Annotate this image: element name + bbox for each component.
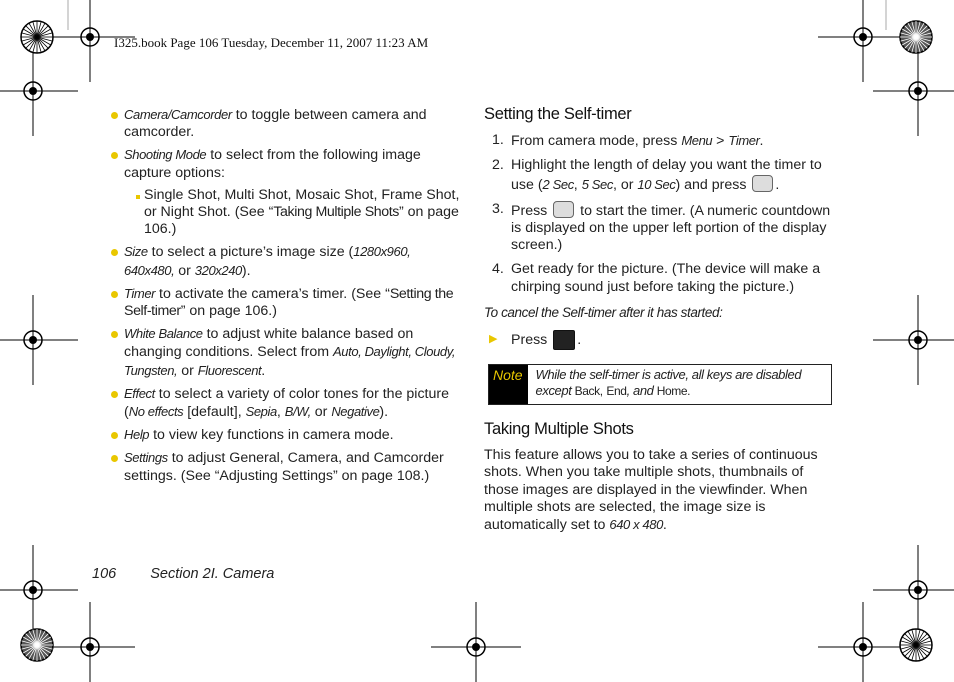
bullet-icon	[111, 112, 118, 119]
step-number: 2.	[492, 157, 504, 174]
step-number: 3.	[492, 200, 504, 217]
text-run: Auto, Daylight, Cloudy, Tungsten,	[124, 344, 456, 378]
text-run: Taking Multiple Shots	[273, 204, 399, 221]
text-run: White Balance	[124, 326, 203, 342]
text-run: Negative	[331, 404, 380, 420]
ok-key-icon	[553, 201, 574, 218]
section-title: Section 2I. Camera	[150, 566, 275, 582]
print-header: I325.book Page 106 Tuesday, December 11, 2007 11:23 AM	[114, 35, 429, 50]
note-label: Note	[489, 365, 528, 404]
text-run: Setting the Self-timer	[124, 285, 454, 320]
text-run: Settings	[124, 450, 168, 466]
options-list	[108, 106, 463, 490]
cancel-step: ▶ Press .	[489, 332, 582, 349]
step-number: 1.	[492, 132, 504, 149]
text-run: to adjust white balance based on changing conditions. Select from	[124, 326, 414, 361]
text-run: or	[174, 262, 195, 279]
text-run: to activate the camera’s timer. (See “	[155, 285, 390, 302]
text-run: .	[261, 362, 266, 379]
bullet-icon	[111, 455, 118, 462]
multiple-shots-paragraph	[484, 447, 834, 534]
text-run: to start the timer. (A numeric countdown is displayed on the upper left portion of the display screen.)	[511, 202, 831, 254]
text-run: to select a variety of color tones for the picture (	[124, 385, 449, 421]
text-run: ).	[241, 262, 251, 279]
list-item	[108, 106, 463, 141]
registration-dot	[859, 33, 867, 41]
list-item	[108, 385, 463, 421]
text-run: , or	[612, 176, 638, 193]
text-run: .	[775, 176, 780, 193]
text-run: Timer	[124, 285, 156, 301]
text-run: >	[712, 133, 729, 150]
text-run: Fluorescent	[197, 362, 262, 378]
text-run: Home	[656, 384, 688, 399]
registration-dot	[29, 336, 37, 344]
text-run: ) and press	[675, 176, 751, 193]
back-key-icon	[553, 330, 575, 350]
text-run: or	[310, 404, 332, 421]
step-item	[484, 261, 834, 295]
text-run: ” on page 106.)	[144, 204, 459, 238]
text-run: ,	[276, 404, 285, 421]
text-run: Back	[574, 384, 600, 399]
text-run: ).	[379, 404, 389, 421]
heading-multiple-shots: Taking Multiple Shots	[484, 420, 634, 439]
bullet-icon	[111, 432, 118, 439]
text-run: ,	[626, 383, 633, 399]
text-run: Menu	[681, 133, 713, 149]
page-footer	[92, 566, 274, 583]
text-run: .	[662, 517, 667, 534]
text-run: to toggle between camera and camcorder.	[124, 107, 427, 141]
note-box	[488, 364, 832, 405]
step-item	[484, 132, 834, 150]
page-number: 106	[92, 566, 117, 582]
text-run: to select from the following image capture options:	[124, 147, 421, 181]
text-run: 640 x 480	[609, 517, 663, 533]
list-item	[108, 426, 463, 444]
text-run: Camera/Camcorder	[124, 107, 232, 122]
registration-dot	[86, 33, 94, 41]
text-run: From camera mode, press	[511, 133, 682, 150]
list-item	[108, 285, 463, 320]
text-run: No effects	[128, 404, 184, 420]
list-item	[108, 449, 463, 484]
registration-dot	[29, 586, 37, 594]
text-run: Get ready for the picture. (The device will make a chirping sound just before taking the picture.)	[511, 261, 821, 295]
note-text	[528, 365, 831, 404]
list-item	[108, 325, 463, 380]
text-run: Effect	[124, 385, 155, 401]
bullet-icon	[111, 249, 118, 256]
list-item	[108, 146, 463, 181]
text-run: or	[177, 362, 198, 379]
registration-dot	[914, 336, 922, 344]
text-run: While the self-timer is active, all keys are disabled except	[535, 367, 802, 399]
text-run: Press	[511, 202, 552, 219]
registration-dot	[472, 643, 480, 651]
text-run: 2 Sec	[542, 176, 574, 192]
text-run: ,	[573, 176, 582, 193]
text-run: 10 Sec	[637, 176, 676, 192]
registration-dot	[859, 643, 867, 651]
step-number: 4.	[492, 261, 504, 278]
heading-self-timer: Setting the Self-timer	[484, 105, 632, 123]
text-run: Sepia	[245, 404, 277, 420]
text-run: to adjust General, Camera, and Camcorder settings. (See “Adjusting Settings” on page 108.)	[124, 450, 444, 484]
text-run: Single Shot, Multi Shot, Mosaic Shot, Frame Shot, or Night Shot. (See “	[144, 186, 460, 221]
text-run: This feature allows you to take a series of continuous shots. When you take multiple shots, thumbnails of those images are displayed in the viewfinder. When multiple shots are selected, the image size is automatically set to	[484, 447, 818, 534]
bullet-icon	[111, 331, 118, 338]
text-run: 1280x960, 640x480,	[124, 244, 411, 278]
step-item	[484, 157, 834, 193]
text-run: B/W,	[284, 404, 311, 420]
bullet-icon	[111, 391, 118, 398]
bullet-icon	[111, 152, 118, 159]
bullet-icon	[136, 195, 140, 199]
text-run: 320x240	[194, 262, 242, 278]
text-run: [default],	[183, 404, 246, 421]
cancel-intro: To cancel the Self-timer after it has started:	[484, 304, 723, 320]
text-run: Shooting Mode	[124, 147, 207, 163]
ok-key-icon	[752, 175, 773, 192]
arrow-icon: ▶	[489, 333, 498, 346]
bullet-icon	[111, 291, 118, 298]
step-item	[484, 201, 834, 255]
registration-dot	[29, 87, 37, 95]
press-label: Press	[511, 332, 548, 349]
text-run: End	[606, 384, 627, 399]
right-column	[484, 106, 834, 534]
registration-dot	[914, 87, 922, 95]
text-run: ” on page 106.)	[180, 303, 277, 320]
text-run: 5 Sec	[581, 176, 613, 192]
text-run: Timer	[728, 133, 760, 149]
text-run: .	[759, 133, 764, 150]
text-run: and	[633, 383, 657, 399]
list-item	[108, 187, 463, 239]
steps-list	[484, 132, 834, 296]
text-run: ,	[599, 384, 607, 399]
list-item	[108, 243, 463, 279]
registration-dot	[914, 586, 922, 594]
text-run: Help	[124, 427, 150, 443]
registration-dot	[86, 643, 94, 651]
text-run: Size	[124, 244, 148, 260]
text-run: to select a picture’s image size (	[147, 244, 354, 261]
text-run: .	[687, 384, 691, 399]
text-run: to view key functions in camera mode.	[149, 427, 394, 444]
text-run: Highlight the length of delay you want the timer to use (	[511, 157, 822, 193]
